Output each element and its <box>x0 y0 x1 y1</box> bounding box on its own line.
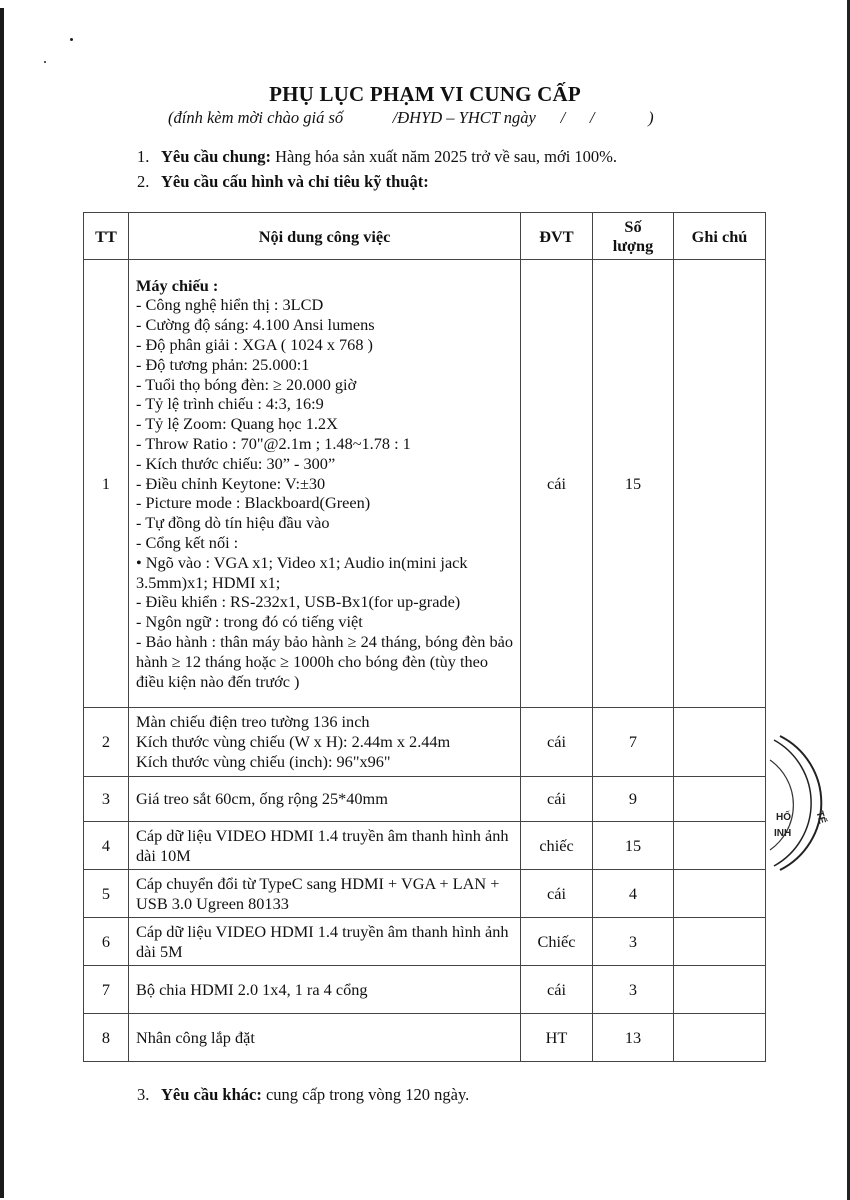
content-line: - Tuổi thọ bóng đèn: ≥ 20.000 giờ <box>136 374 357 394</box>
cell-note <box>674 822 766 870</box>
content-line: Bộ chia HDMI 2.0 1x4, 1 ra 4 cổng <box>136 979 368 999</box>
cell-content <box>129 918 521 966</box>
content-line: - Throw Ratio : 70"@2.1m ; 1.48~1.78 : 1 <box>136 434 411 453</box>
cell-tt: 8 <box>84 1014 129 1062</box>
table-row <box>84 777 766 822</box>
header-unit: ĐVT <box>521 213 593 260</box>
requirement-label: Yêu cầu chung: <box>161 147 272 166</box>
content-line: - Cổng kết nối : <box>136 532 239 552</box>
stamp-fragment: HỐ <box>776 812 791 823</box>
requirement-number: 1. <box>137 147 150 166</box>
content-line: - Bảo hành : thân máy bảo hành ≥ 24 tháng, bóng đèn bảo hành ≥ 12 tháng hoặc ≥ 1000h cho bóng đèn (tùy theo điều kiện nào đến trước ) <box>136 631 513 691</box>
cell-content <box>129 870 521 918</box>
header-qty <box>593 213 674 260</box>
header-content: Nội dung công việc <box>129 213 521 260</box>
cell-content <box>129 1014 521 1062</box>
cell-qty: 3 <box>593 966 674 1014</box>
content-line: - Điều chỉnh Keytone: V:±30 <box>136 473 326 493</box>
item-title: Máy chiếu : <box>136 275 219 295</box>
content-line: Kích thước vùng chiếu (inch): 96"x96" <box>136 751 391 771</box>
specification-table <box>83 212 766 1062</box>
cell-unit: Chiếc <box>521 918 593 966</box>
requirement-2 <box>137 172 429 192</box>
cell-unit: cái <box>521 708 593 777</box>
cell-qty: 15 <box>593 822 674 870</box>
official-stamp-partial <box>760 728 850 878</box>
cell-content <box>129 777 521 822</box>
cell-note <box>674 777 766 822</box>
content-line: • Ngõ vào : VGA x1; Video x1; Audio in(mini jack 3.5mm)x1; HDMI x1; <box>136 552 468 592</box>
content-line: Kích thước vùng chiếu (W x H): 2.44m x 2.44m <box>136 732 451 752</box>
cell-note <box>674 708 766 777</box>
header-qty-line1: Số <box>624 217 642 236</box>
cell-qty: 4 <box>593 870 674 918</box>
content-line: - Tỷ lệ Zoom: Quang học 1.2X <box>136 414 338 434</box>
requirement-1 <box>137 147 617 167</box>
content-line: Cáp chuyển đổi từ TypeC sang HDMI + VGA + LAN + USB 3.0 Ugreen 80133 <box>136 873 500 913</box>
cell-content <box>129 708 521 777</box>
cell-note <box>674 918 766 966</box>
cell-tt: 2 <box>84 708 129 777</box>
table-header-row <box>84 213 766 260</box>
requirement-text: Hàng hóa sản xuất năm 2025 trở về sau, mới 100%. <box>271 147 618 166</box>
cell-unit: cái <box>521 966 593 1014</box>
content-line: Cáp dữ liệu VIDEO HDMI 1.4 truyền âm thanh hình ảnh dài 5M <box>136 921 509 961</box>
cell-unit: HT <box>521 1014 593 1062</box>
content-line: - Ngôn ngữ : trong đó có tiếng việt <box>136 612 363 632</box>
header-note: Ghi chú <box>674 213 766 260</box>
cell-tt: 1 <box>84 260 129 708</box>
cell-qty: 3 <box>593 918 674 966</box>
table-row <box>84 260 766 708</box>
content-line: - Điều khiển : RS-232x1, USB-Bx1(for up-grade) <box>136 592 461 612</box>
stamp-fragment: TẾ <box>813 809 828 826</box>
requirement-3 <box>137 1085 469 1105</box>
stamp-fragment: INH <box>774 828 792 839</box>
table-row <box>84 918 766 966</box>
cell-tt: 7 <box>84 966 129 1014</box>
cell-unit: chiếc <box>521 822 593 870</box>
cell-note <box>674 870 766 918</box>
cell-qty: 15 <box>593 260 674 708</box>
table-row <box>84 870 766 918</box>
content-line: - Công nghệ hiển thị : 3LCD <box>136 295 324 315</box>
requirement-text: cung cấp trong vòng 120 ngày. <box>261 1085 470 1104</box>
scan-speck <box>44 61 46 63</box>
requirement-number: 2. <box>137 172 150 191</box>
cell-tt: 5 <box>84 870 129 918</box>
document-subtitle: (đính kèm mời chào giá số /ĐHYD – YHCT ngày / / ) <box>168 108 654 127</box>
header-tt: TT <box>84 213 129 260</box>
requirement-label: Yêu cầu cấu hình và chỉ tiêu kỹ thuật: <box>161 172 429 191</box>
table-row <box>84 822 766 870</box>
scan-edge-left <box>0 8 4 1198</box>
header-qty-line2: lượng <box>612 236 654 255</box>
cell-unit: cái <box>521 777 593 822</box>
content-line: - Picture mode : Blackboard(Green) <box>136 493 371 513</box>
cell-note <box>674 1014 766 1062</box>
table-row <box>84 966 766 1014</box>
content-line: Cáp dữ liệu VIDEO HDMI 1.4 truyền âm thanh hình ảnh dài 10M <box>136 825 509 865</box>
cell-tt: 3 <box>84 777 129 822</box>
table-row <box>84 1014 766 1062</box>
content-line: Nhân công lắp đặt <box>136 1027 255 1047</box>
cell-content <box>129 966 521 1014</box>
cell-note <box>674 966 766 1014</box>
cell-note <box>674 260 766 708</box>
content-line: Màn chiếu điện treo tường 136 inch <box>136 712 370 732</box>
cell-qty: 7 <box>593 708 674 777</box>
requirement-label: Yêu cầu khác: <box>161 1085 262 1104</box>
content-line: Giá treo sắt 60cm, ống rộng 25*40mm <box>136 789 388 809</box>
cell-tt: 4 <box>84 822 129 870</box>
cell-unit: cái <box>521 260 593 708</box>
content-line: - Độ phân giải : XGA ( 1024 x 768 ) <box>136 335 373 355</box>
content-line: - Cường độ sáng: 4.100 Ansi lumens <box>136 315 375 335</box>
cell-qty: 9 <box>593 777 674 822</box>
content-line: - Kích thước chiếu: 30” - 300” <box>136 453 336 473</box>
cell-tt: 6 <box>84 918 129 966</box>
cell-content <box>129 260 521 708</box>
cell-qty: 13 <box>593 1014 674 1062</box>
cell-content <box>129 822 521 870</box>
cell-unit: cái <box>521 870 593 918</box>
stamp-rings-icon <box>760 728 850 878</box>
scan-speck <box>70 38 73 41</box>
table-row <box>84 708 766 777</box>
content-line: - Độ tương phản: 25.000:1 <box>136 354 310 374</box>
requirement-number: 3. <box>137 1085 150 1104</box>
content-line: - Tỷ lệ trình chiếu : 4:3, 16:9 <box>136 394 324 414</box>
document-title: PHỤ LỤC PHẠM VI CUNG CẤP <box>269 82 581 106</box>
content-line: - Tự đồng dò tín hiệu đầu vào <box>136 513 330 533</box>
